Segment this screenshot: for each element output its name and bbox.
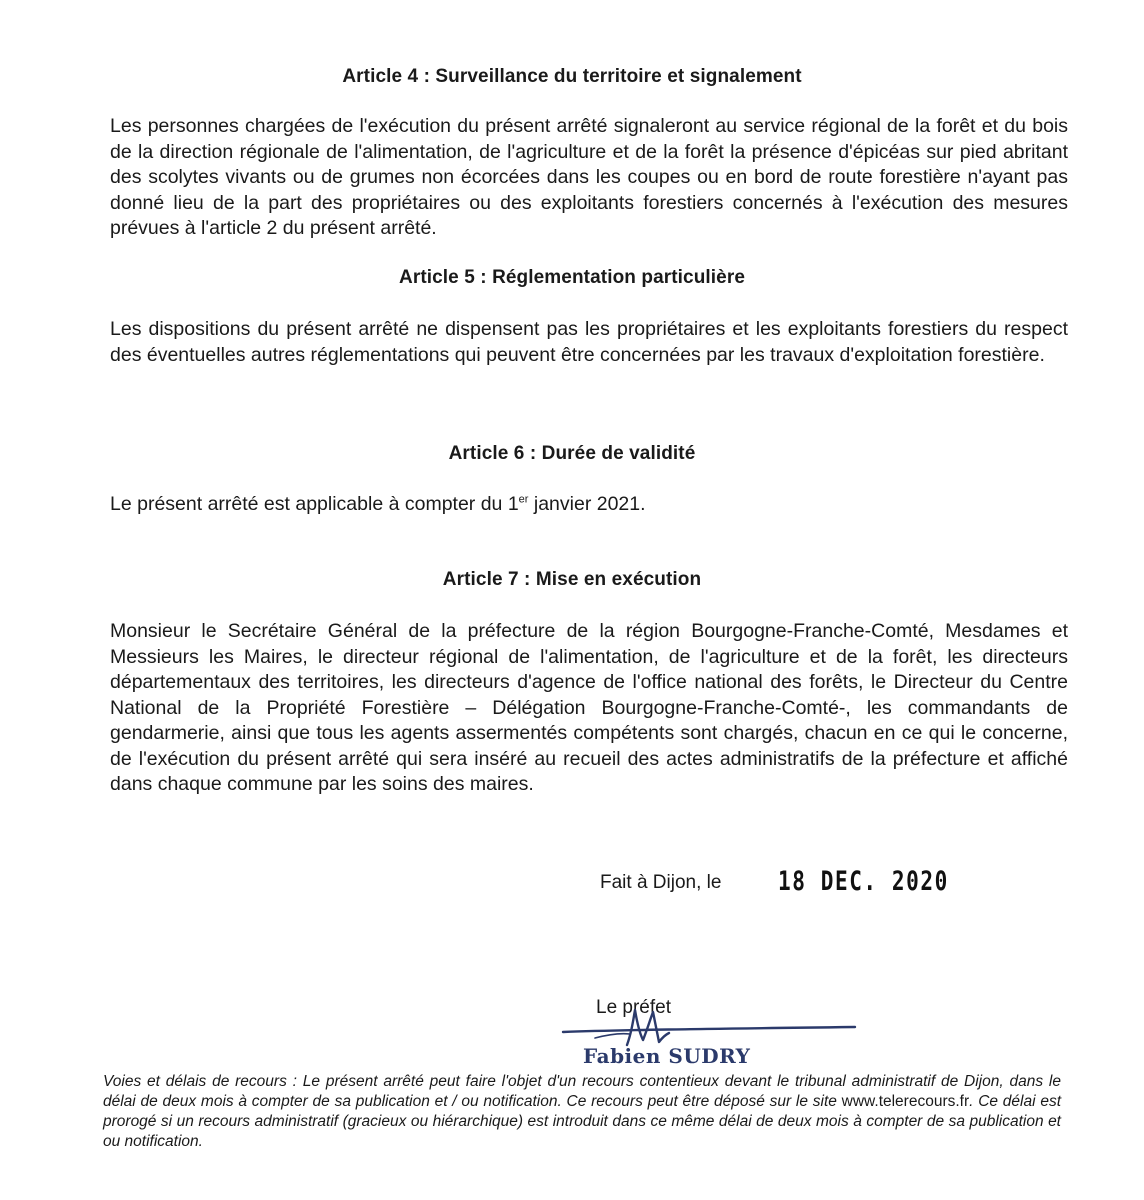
article-7-heading: Article 7 : Mise en exécution (442, 569, 702, 590)
signatory-title: Le préfet (596, 997, 671, 1018)
article-5-body: Les dispositions du présent arrêté ne dispensent pas les propriétaires et les exploitants forestiers du respect des éventuelles autres réglementations qui peuvent être concernées par les travaux d'exploitation forestière. (110, 318, 1068, 366)
article-4-body: Les personnes chargées de l'exécution du présent arrêté signaleront au service régional de la forêt et du bois de la direction régionale de l'alimentation, de l'agriculture et de la forêt la présence d'épicéas sur pied abritant des scolytes vivants ou de grumes non écorcées dans les coupes ou en bord de route forestière n'ayant pas donné lieu de la part des propriétaires ou des exploitants forestiers concernés à l'exécution des mesures prévues à l'article 2 du présent arrêté. (110, 115, 1068, 239)
telerecours-link[interactable]: www.telerecours.fr (841, 1093, 970, 1110)
article-6-heading: Article 6 : Durée de validité (448, 443, 696, 464)
article-7-body: Monsieur le Secrétaire Général de la préfecture de la région Bourgogne-Franche-Comté, Mesdames et Messieurs les Maires, le directeur régional de l'alimentation, de l'agriculture et de la forêt, les directeurs départementaux des territoires, les directeurs d'agence de l'office national des forêts, le Directeur du Centre National de la Propriété Forestière – Délégation Bourgogne-Franche-Comté-, les commandants de gendarmerie, ainsi que tous les agents assermentés compétents sont chargés, chacun en ce qui le concerne, de l'exécution du présent arrêté qui sera inséré au recueil des actes administratifs de la préfecture et affiché dans chaque commune par les soins des maires. (110, 620, 1068, 795)
ordinal-superscript: er (518, 493, 529, 506)
article-6-body (110, 492, 1068, 518)
article-5-heading: Article 5 : Réglementation particulière (399, 267, 745, 288)
place-date-label: Fait à Dijon, le (600, 872, 722, 893)
appeal-notice (103, 1072, 1061, 1152)
appeal-notice-text: Voies et délais de recours : Le présent arrêté peut faire l'objet d'un recours contentieux devant le tribunal administratif de Dijon, dans le délai de deux mois à compter de sa publication et / ou notification. Ce recours peut être déposé sur le site (103, 1073, 1061, 1110)
article-4-heading: Article 4 : Surveillance du territoire et signalement (342, 66, 802, 87)
signatory-name: Fabien SUDRY (583, 1044, 751, 1068)
appeal-notice-text-end: . Ce délai est prorogé si un recours administratif (gracieux ou hiérarchique) est introduit dans ce même délai de deux mois à compter de sa publication et ou notification. (103, 1093, 1061, 1150)
date-stamp: 18 DEC. 2020 (778, 866, 949, 897)
article-6-body-text: Le présent arrêté est applicable à compter du 1 (110, 493, 519, 515)
article-6-body-text-end: janvier 2021. (528, 493, 646, 515)
